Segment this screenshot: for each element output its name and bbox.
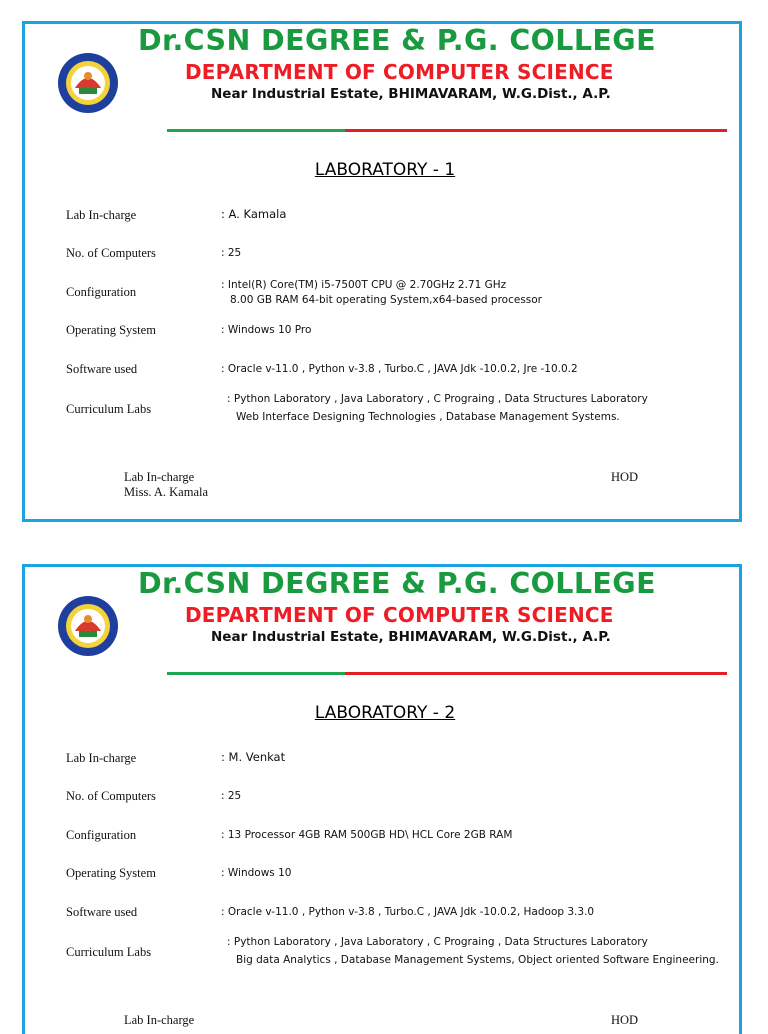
college-seal-logo (57, 595, 119, 657)
label-computers: No. of Computers (66, 246, 156, 260)
value-computers: : 25 (221, 790, 242, 802)
lab-card-2 (22, 564, 742, 1034)
label-software: Software used (66, 905, 138, 919)
lab-title: LABORATORY - 2 (314, 703, 456, 723)
college-seal-logo (57, 52, 119, 114)
lab-card-1 (22, 21, 742, 522)
divider-red (345, 129, 727, 132)
label-computers: No. of Computers (66, 789, 156, 803)
signature-hod: HOD (611, 470, 639, 484)
divider-green (167, 129, 345, 132)
value-computers: : 25 (221, 247, 242, 259)
department-name: DEPARTMENT OF COMPUTER SCIENCE (185, 60, 614, 84)
label-configuration: Configuration (66, 828, 137, 842)
label-lab-incharge: Lab In-charge (66, 208, 137, 222)
value-software: : Oracle v-11.0 , Python v-3.8 , Turbo.C , JAVA Jdk -10.0.2, Hadoop 3.3.0 (221, 906, 595, 918)
label-lab-incharge: Lab In-charge (66, 751, 137, 765)
college-name: Dr.CSN DEGREE & P.G. COLLEGE (138, 24, 656, 57)
value-configuration-line2: 8.00 GB RAM 64-bit operating System,x64-based processor (230, 294, 543, 306)
label-curriculum: Curriculum Labs (66, 945, 152, 959)
signature-hod: HOD (611, 1013, 639, 1027)
signature-lab-incharge-name: Miss. A. Kamala (124, 485, 209, 499)
college-address: Near Industrial Estate, BHIMAVARAM, W.G.Dist., A.P. (211, 629, 611, 645)
label-os: Operating System (66, 323, 156, 337)
value-os: : Windows 10 Pro (221, 324, 312, 336)
signature-lab-incharge-label: Lab In-charge (124, 1013, 195, 1027)
value-lab-incharge: : M. Venkat (221, 750, 286, 764)
value-configuration-line1: : 13 Processor 4GB RAM 500GB HD\ HCL Core 2GB RAM (221, 829, 513, 841)
value-os: : Windows 10 (221, 867, 292, 879)
value-curriculum-line2: Big data Analytics , Database Management Systems, Object oriented Software Engineering. (236, 954, 719, 966)
divider-green (167, 672, 345, 675)
value-software: : Oracle v-11.0 , Python v-3.8 , Turbo.C , JAVA Jdk -10.0.2, Jre -10.0.2 (221, 363, 578, 375)
label-configuration: Configuration (66, 285, 137, 299)
label-os: Operating System (66, 866, 156, 880)
value-configuration-line1: : Intel(R) Core(TM) i5-7500T CPU @ 2.70GHz 2.71 GHz (221, 279, 507, 291)
divider-red (345, 672, 727, 675)
department-name: DEPARTMENT OF COMPUTER SCIENCE (185, 603, 614, 627)
signature-lab-incharge-label: Lab In-charge (124, 470, 195, 484)
college-name: Dr.CSN DEGREE & P.G. COLLEGE (138, 567, 656, 600)
label-software: Software used (66, 362, 138, 376)
value-curriculum-line1: : Python Laboratory , Java Laboratory , C Prograing , Data Structures Laboratory (227, 393, 648, 405)
value-lab-incharge: : A. Kamala (221, 207, 287, 221)
value-curriculum-line1: : Python Laboratory , Java Laboratory , C Prograing , Data Structures Laboratory (227, 936, 648, 948)
lab-title: LABORATORY - 1 (314, 160, 456, 180)
value-curriculum-line2: Web Interface Designing Technologies , Database Management Systems. (236, 411, 620, 423)
label-curriculum: Curriculum Labs (66, 402, 152, 416)
college-address: Near Industrial Estate, BHIMAVARAM, W.G.Dist., A.P. (211, 86, 611, 102)
